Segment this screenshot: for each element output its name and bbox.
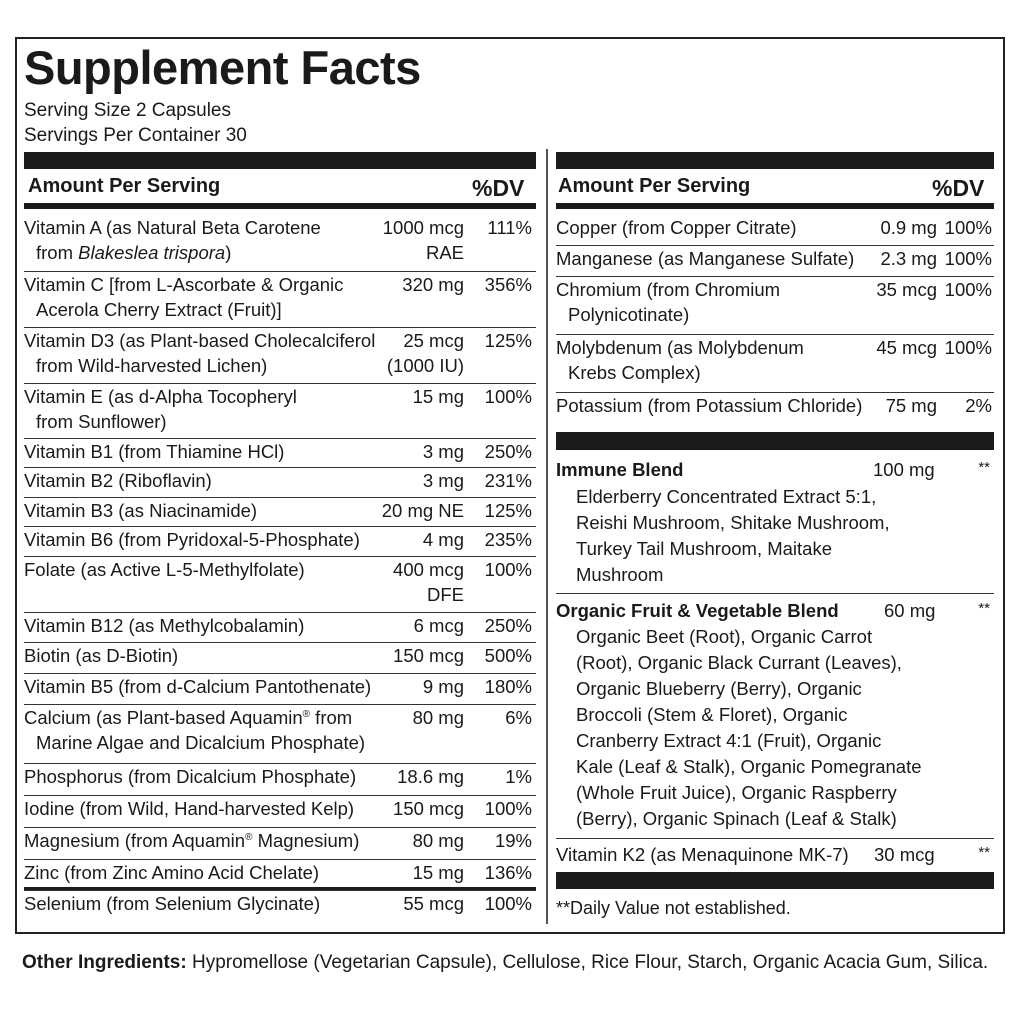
- nutrient-row: [556, 246, 994, 277]
- amount-value: 20 mg NE: [381, 500, 464, 521]
- header-bar-left: [24, 152, 536, 169]
- nutrient-name: [24, 860, 319, 885]
- nutrient-dv: 100%: [484, 559, 532, 580]
- daily-value-footnote: **Daily Value not established.: [556, 898, 791, 918]
- nutrient-row: [556, 277, 994, 335]
- nutrient-name-line: Vitamin D3 (as Plant-based Cholecalciferol: [24, 330, 376, 351]
- amount-value: 15 mg: [412, 386, 464, 407]
- nutrient-amount: [334, 215, 464, 265]
- amount-value: 18.6 mg: [397, 766, 464, 787]
- amount-unit: RAE: [425, 242, 464, 263]
- nutrient-row: [24, 674, 536, 705]
- amount-value: 35 mcg: [876, 279, 937, 300]
- ingredient-line: (Berry), Organic Spinach (Leaf & Stalk): [576, 808, 897, 829]
- nutrient-amount: [334, 272, 464, 297]
- nutrient-row: [24, 828, 536, 860]
- nutrient-dv: 100%: [484, 798, 532, 819]
- nutrient-name: [556, 215, 797, 240]
- nutrient-amount: [334, 643, 464, 668]
- nutrient-name-line: Folate (as Active L-5-Methylfolate): [24, 559, 305, 580]
- nutrient-name-line: Polynicotinate): [568, 304, 690, 325]
- nutrient-row: [24, 891, 536, 921]
- amount-value: 150 mcg: [393, 798, 464, 819]
- nutrient-row: [24, 215, 536, 272]
- amount-value: 0.9 mg: [880, 217, 937, 238]
- nutrient-dv: 2%: [965, 395, 992, 416]
- nutrient-name-line2: [556, 360, 804, 385]
- amount-value: 400 mcg: [393, 559, 464, 580]
- nutrient-amount: [334, 439, 464, 464]
- nutrient-name: [24, 828, 359, 853]
- nutrient-amount: [817, 335, 937, 360]
- nutrient-row: [24, 384, 536, 439]
- amount-per-serving-header: Amount Per Serving: [28, 175, 221, 197]
- ingredient-line: Reishi Mushroom, Shitake Mushroom,: [576, 512, 890, 533]
- nutrient-name-line: Calcium (as Plant-based Aquamin: [24, 707, 303, 728]
- nutrient-amount: [334, 674, 464, 699]
- immune-blend: [556, 457, 994, 594]
- nutrient-name-line: Vitamin B5 (from d-Calcium Pantothenate): [24, 676, 372, 697]
- nutrient-name: [24, 796, 354, 821]
- serving-size: Serving Size 2 Capsules: [24, 100, 231, 121]
- nutrient-name: [24, 674, 371, 699]
- ingredient-line: Cranberry Extract 4:1 (Fruit), Organic: [576, 730, 882, 751]
- nutrient-name-line: Vitamin B12 (as Methylcobalamin): [24, 615, 305, 636]
- nutrient-row: [24, 272, 536, 328]
- nutrient-row: [24, 705, 536, 764]
- nutrient-dv: 111%: [487, 217, 532, 238]
- nutrient-name-line: Vitamin E (as d-Alpha Tocopheryl: [24, 386, 297, 407]
- nutrient-row: [24, 613, 536, 643]
- nutrient-name-line2: [24, 240, 321, 265]
- amount-value: 75 mg: [885, 395, 937, 416]
- nutrient-row: [24, 498, 536, 527]
- nutrient-name-line: from: [36, 242, 79, 263]
- nutrient-amount: [334, 796, 464, 821]
- nutrient-amount: [334, 498, 464, 523]
- nutrient-name-line: Zinc (from Zinc Amino Acid Chelate): [24, 862, 320, 883]
- nutrient-dv: 250%: [484, 615, 532, 636]
- fruit-vegetable-blend: [556, 598, 994, 839]
- nutrient-name: [24, 439, 284, 464]
- footer-bar-left: [24, 887, 536, 890]
- nutrient-name: [24, 557, 305, 582]
- ingredient-line: Mushroom: [576, 564, 664, 585]
- nutrient-row: [24, 643, 536, 674]
- amount-value: 2.3 mg: [880, 248, 937, 269]
- nutrient-name: [556, 277, 780, 327]
- nutrient-dv: 100%: [944, 279, 992, 300]
- nutrient-amount: [334, 613, 464, 638]
- servings-per-container: Servings Per Container 30: [24, 125, 247, 146]
- nutrient-dv: **: [978, 844, 990, 861]
- nutrient-dv: 500%: [484, 645, 532, 666]
- nutrient-amount: 30 mcg: [874, 844, 935, 865]
- amount-value: 3 mg: [422, 441, 464, 462]
- amount-value: 6 mcg: [413, 615, 464, 636]
- nutrient-dv: 100%: [944, 248, 992, 269]
- nutrient-name-line: Selenium (from Selenium Glycinate): [24, 893, 321, 914]
- nutrient-name-line: from Wild-harvested Lichen): [36, 355, 268, 376]
- blend-section-bar: [556, 432, 994, 450]
- nutrient-name-line: Chromium (from Chromium: [556, 279, 781, 300]
- nutrient-name: [24, 468, 212, 493]
- nutrient-name-line: Copper (from Copper Citrate): [556, 217, 797, 238]
- nutrient-name-line: Vitamin B1 (from Thiamine HCl): [24, 441, 285, 462]
- nutrient-amount: [334, 384, 464, 409]
- nutrient-amount: [817, 215, 937, 240]
- nutrient-name: [24, 705, 365, 755]
- nutrient-name: [556, 335, 804, 385]
- ingredient-line: Organic Blueberry (Berry), Organic: [576, 678, 862, 699]
- nutrient-name-line2: [24, 409, 297, 434]
- nutrient-amount: [334, 828, 464, 853]
- nutrient-name-line: Biotin (as D-Biotin): [24, 645, 179, 666]
- nutrient-name-line: Acerola Cherry Extract (Fruit)]: [36, 299, 282, 320]
- ingredient-line: (Whole Fruit Juice), Organic Raspberry: [576, 782, 897, 803]
- nutrient-dv: 356%: [484, 274, 532, 295]
- nutrient-name: Vitamin K2 (as Menaquinone MK-7): [556, 844, 849, 865]
- nutrient-name-line2: [24, 353, 375, 378]
- amount-value: 25 mcg: [403, 330, 464, 351]
- nutrient-amount: [817, 277, 937, 302]
- amount-value: 15 mg: [412, 862, 464, 883]
- nutrient-name-line: Phosphorus (from Dicalcium Phosphate): [24, 766, 357, 787]
- other-ingredients-text: Hypromellose (Vegetarian Capsule), Cellulose, Rice Flour, Starch, Organic Acacia Gum, Silica.: [186, 952, 989, 973]
- nutrient-name-line: Potassium (from Potassium Chloride): [556, 395, 863, 416]
- nutrient-name-line: Marine Algae and Dicalcium Phosphate): [36, 732, 366, 753]
- amount-unit: DFE: [427, 584, 464, 605]
- nutrient-name: [24, 891, 320, 916]
- nutrient-amount: [817, 246, 937, 271]
- header-bar-right: [556, 152, 994, 169]
- page-title: Supplement Facts: [24, 41, 421, 94]
- nutrient-amount: [334, 328, 464, 378]
- nutrient-dv: 100%: [944, 217, 992, 238]
- nutrient-row: [24, 764, 536, 796]
- blend-dv: **: [978, 600, 990, 617]
- amount-value: 3 mg: [422, 470, 464, 491]
- nutrient-amount: [334, 705, 464, 730]
- ingredient-line: Broccoli (Stem & Floret), Organic: [576, 704, 848, 725]
- amount-value: 150 mcg: [393, 645, 464, 666]
- nutrient-dv: 100%: [484, 386, 532, 407]
- header-underline-left: [24, 203, 536, 209]
- blend-ingredients: [576, 484, 906, 588]
- ingredient-line: Organic Beet (Root), Organic Carrot: [576, 626, 873, 647]
- nutrient-dv: 125%: [484, 500, 532, 521]
- nutrient-name-line2: [556, 302, 780, 327]
- nutrient-name: [24, 215, 321, 265]
- other-ingredients: [22, 951, 1002, 975]
- nutrient-name-line: Vitamin C [from L-Ascorbate & Organic: [24, 274, 344, 295]
- nutrient-dv: 19%: [494, 830, 532, 851]
- nutrient-name-line: from Sunflower): [36, 411, 167, 432]
- blend-dv: **: [978, 459, 990, 476]
- blend-name: Immune Blend: [556, 459, 684, 480]
- registered-mark: ®: [302, 708, 311, 720]
- nutrient-dv: 235%: [484, 529, 532, 550]
- nutrient-name-line: ): [225, 242, 232, 263]
- amount-value: 320 mg: [402, 274, 464, 295]
- blend-name: Organic Fruit & Vegetable Blend: [556, 600, 839, 621]
- header-underline-right: [556, 203, 994, 209]
- ingredient-line: (Root), Organic Black Currant (Leaves),: [576, 652, 902, 673]
- nutrient-row: [24, 796, 536, 828]
- nutrient-name-line: Manganese (as Manganese Sulfate): [556, 248, 855, 269]
- nutrient-row: [24, 328, 536, 384]
- nutrient-name: [24, 272, 343, 322]
- other-ingredients-label: Other Ingredients:: [22, 952, 187, 973]
- nutrient-name: [24, 613, 304, 638]
- amount-value: 4 mg: [422, 529, 464, 550]
- nutrient-name: [24, 764, 356, 789]
- nutrient-dv: 136%: [484, 862, 532, 883]
- nutrient-row: [24, 557, 536, 613]
- column-divider: [546, 149, 548, 924]
- nutrient-row: [556, 215, 994, 246]
- nutrient-name: [24, 643, 178, 668]
- nutrient-name-line: Molybdenum (as Molybdenum: [556, 337, 804, 358]
- dv-header-right: %DV: [932, 175, 985, 201]
- nutrient-dv: 180%: [484, 676, 532, 697]
- dv-header: %DV: [472, 175, 525, 201]
- nutrient-name: [24, 527, 360, 552]
- nutrient-dv: 100%: [944, 337, 992, 358]
- nutrient-name-line: Krebs Complex): [568, 362, 701, 383]
- nutrient-amount: [334, 891, 464, 916]
- footer-bar-right: [556, 872, 994, 889]
- amount-value: 80 mg: [412, 830, 464, 851]
- nutrient-name: [24, 384, 297, 434]
- amount-unit: (1000 IU): [386, 355, 464, 376]
- nutrient-name-line: Vitamin B3 (as Niacinamide): [24, 500, 258, 521]
- amount-value: 80 mg: [412, 707, 464, 728]
- ingredient-line: Elderberry Concentrated Extract 5:1,: [576, 486, 877, 507]
- nutrient-amount: [334, 764, 464, 789]
- ingredient-line: Kale (Leaf & Stalk), Organic Pomegranate: [576, 756, 922, 777]
- species-name: Blakeslea trispora: [78, 242, 226, 263]
- registered-mark: ®: [245, 831, 253, 843]
- nutrient-amount: [334, 468, 464, 493]
- nutrient-row: [24, 439, 536, 468]
- nutrient-dv: 1%: [505, 766, 532, 787]
- nutrient-name-line: Vitamin B6 (from Pyridoxal-5-Phosphate): [24, 529, 360, 550]
- amount-value: 1000 mcg: [382, 217, 464, 238]
- amount-value: 9 mg: [422, 676, 464, 697]
- nutrient-name-line: Vitamin A (as Natural Beta Carotene: [24, 217, 321, 238]
- nutrient-dv: 250%: [484, 441, 532, 462]
- amount-value: 45 mcg: [876, 337, 937, 358]
- nutrient-dv: 100%: [484, 893, 532, 914]
- nutrient-name: [556, 246, 854, 271]
- nutrient-amount: [817, 393, 937, 418]
- ingredient-line: Turkey Tail Mushroom, Maitake: [576, 538, 833, 559]
- nutrient-amount: [334, 557, 464, 607]
- amount-value: 55 mcg: [403, 893, 464, 914]
- nutrient-name-line: Iodine (from Wild, Hand-harvested Kelp): [24, 798, 355, 819]
- nutrient-name-line2: [24, 730, 365, 755]
- nutrient-name-line: Vitamin B2 (Riboflavin): [24, 470, 212, 491]
- nutrient-dv: 231%: [484, 470, 532, 491]
- vitamin-k2-row: [556, 842, 994, 870]
- nutrient-dv: 6%: [505, 707, 532, 728]
- nutrient-name-line: Magnesium): [252, 830, 360, 851]
- nutrient-name-line2: [24, 297, 343, 322]
- nutrient-amount: [334, 860, 464, 885]
- amount-per-serving-header-right: Amount Per Serving: [558, 175, 751, 197]
- nutrient-name: [24, 328, 375, 378]
- nutrient-dv: 125%: [484, 330, 532, 351]
- nutrient-row: [24, 468, 536, 498]
- nutrient-name: [24, 498, 257, 523]
- blend-amount: 100 mg: [873, 459, 935, 480]
- nutrient-row: [24, 527, 536, 557]
- blend-amount: 60 mg: [884, 600, 936, 621]
- nutrient-name-line: from: [310, 707, 353, 728]
- nutrient-name-line: Magnesium (from Aquamin: [24, 830, 246, 851]
- nutrient-row: [556, 393, 994, 427]
- blend-ingredients: [576, 624, 936, 832]
- nutrient-row: [556, 335, 994, 393]
- nutrient-amount: [334, 527, 464, 552]
